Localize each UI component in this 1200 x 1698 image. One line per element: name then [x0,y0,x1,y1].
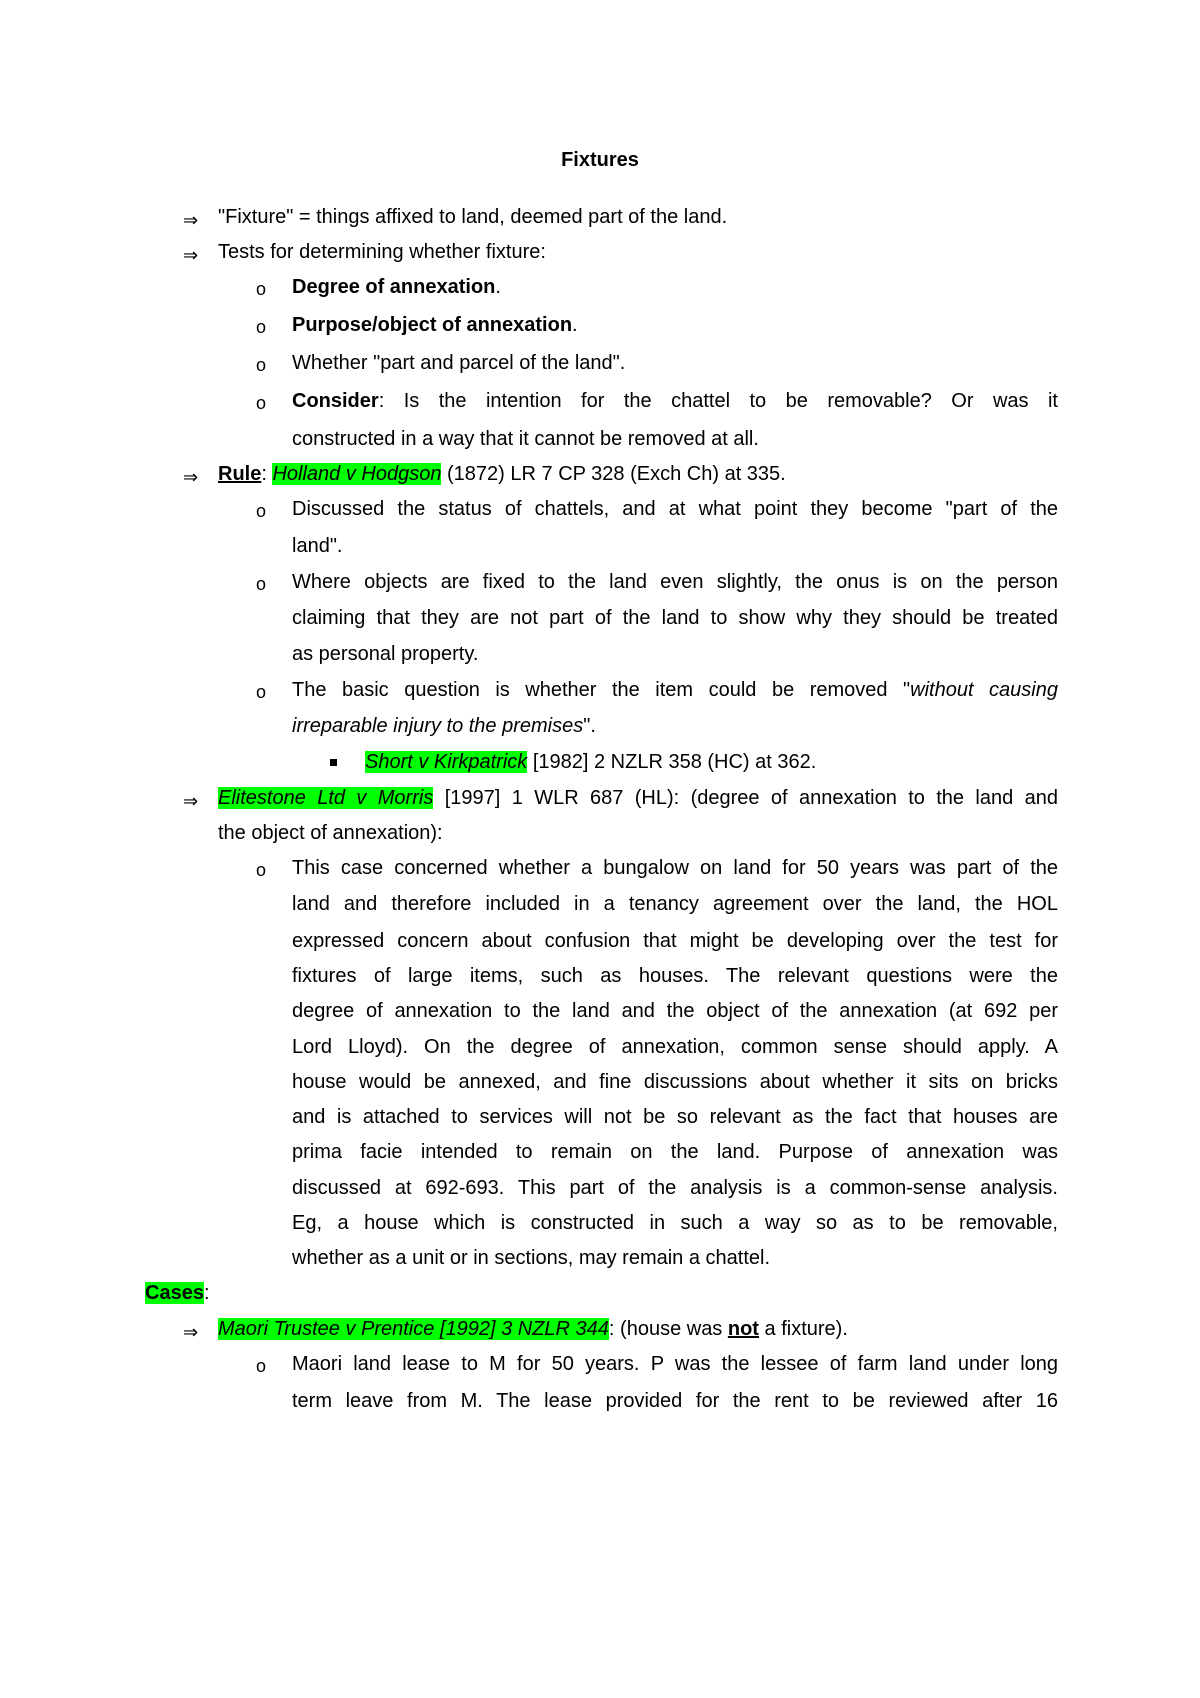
circle-bullet-icon: o [256,860,267,880]
case-highlight: Elitestone Ltd v Morris [218,787,434,809]
elitestone-text-line: degree of annexation to the land and the object of the annexation (at 692 per [292,1000,1058,1022]
rule-line: Rule: Holland v Hodgson (1872) LR 7 CP 328 (Exch Ch) at 335. [218,463,786,485]
page-title: Fixtures [561,149,639,171]
rule-point-line: irreparable injury to the premises". [292,715,596,737]
rule-point-line: as personal property. [292,643,479,665]
cases-heading: Cases: [145,1282,210,1304]
arrow-bullet-icon: ⇒ [183,1322,199,1342]
circle-bullet-icon: o [256,1356,267,1376]
definition-text: "Fixture" = things affixed to land, deemed part of the land. [218,206,728,228]
tests-heading: Tests for determining whether fixture: [218,241,546,263]
arrow-bullet-icon: ⇒ [183,245,199,265]
elitestone-text-line: Eg, a house which is constructed in such a way so as to be removable, [292,1212,1058,1234]
consider-line: constructed in a way that it cannot be removed at all. [292,428,759,450]
elitestone-text-line: house would be annexed, and fine discussions about whether it sits on bricks [292,1071,1058,1093]
elitestone-text-line: expressed concern about confusion that might be developing over the test for [292,930,1058,952]
elitestone-text-line: and is attached to services will not be so relevant as the fact that houses are [292,1106,1058,1128]
rule-point-line: claiming that they are not part of the land to show why they should be treated [292,607,1058,629]
test-item: Purpose/object of annexation. [292,314,578,336]
maori-case-line: Maori Trustee v Prentice [1992] 3 NZLR 344: (house was not a fixture). [218,1318,848,1340]
circle-bullet-icon: o [256,355,267,375]
rule-point-line: Where objects are fixed to the land even slightly, the onus is on the person [292,571,1058,593]
circle-bullet-icon: o [256,501,267,521]
square-bullet-icon [330,759,337,766]
elitestone-text-line: This case concerned whether a bungalow on land for 50 years was part of the [292,857,1058,879]
arrow-bullet-icon: ⇒ [183,467,199,487]
elitestone-text-line: fixtures of large items, such as houses. The relevant questions were the [292,965,1058,987]
circle-bullet-icon: o [256,574,267,594]
elitestone-line: the object of annexation): [218,822,443,844]
elitestone-line: Elitestone Ltd v Morris [1997] 1 WLR 687 (HL): (degree of annexation to the land and [218,787,1058,809]
elitestone-text-line: prima facie intended to remain on the land. Purpose of annexation was [292,1141,1058,1163]
test-item: Degree of annexation. [292,276,501,298]
rule-point-line: The basic question is whether the item could be removed "without causing [292,679,1058,701]
circle-bullet-icon: o [256,279,267,299]
case-highlight: Maori Trustee v Prentice [1992] 3 NZLR 344 [218,1318,609,1340]
elitestone-text-line: whether as a unit or in sections, may remain a chattel. [292,1247,771,1269]
circle-bullet-icon: o [256,393,267,413]
rule-point-line: Discussed the status of chattels, and at what point they become "part of the [292,498,1058,520]
elitestone-text-line: land and therefore included in a tenancy agreement over the land, the HOL [292,893,1058,915]
circle-bullet-icon: o [256,317,267,337]
test-item: Whether "part and parcel of the land". [292,352,626,374]
case-highlight: Short v Kirkpatrick [365,751,528,773]
arrow-bullet-icon: ⇒ [183,210,199,230]
elitestone-text-line: Lord Lloyd). On the degree of annexation, common sense should apply. A [292,1036,1058,1058]
arrow-bullet-icon: ⇒ [183,791,199,811]
rule-point-line: land". [292,535,343,557]
consider-line: Consider: Is the intention for the chattel to be removable? Or was it [292,390,1058,412]
elitestone-text-line: discussed at 692-693. This part of the analysis is a common-sense analysis. [292,1177,1058,1199]
maori-text-line: term leave from M. The lease provided for the rent to be reviewed after 16 [292,1390,1058,1412]
maori-text-line: Maori land lease to M for 50 years. P was the lessee of farm land under long [292,1353,1058,1375]
circle-bullet-icon: o [256,682,267,702]
sub-case-line: Short v Kirkpatrick [1982] 2 NZLR 358 (HC) at 362. [365,751,817,773]
case-highlight: Holland v Hodgson [272,463,442,485]
